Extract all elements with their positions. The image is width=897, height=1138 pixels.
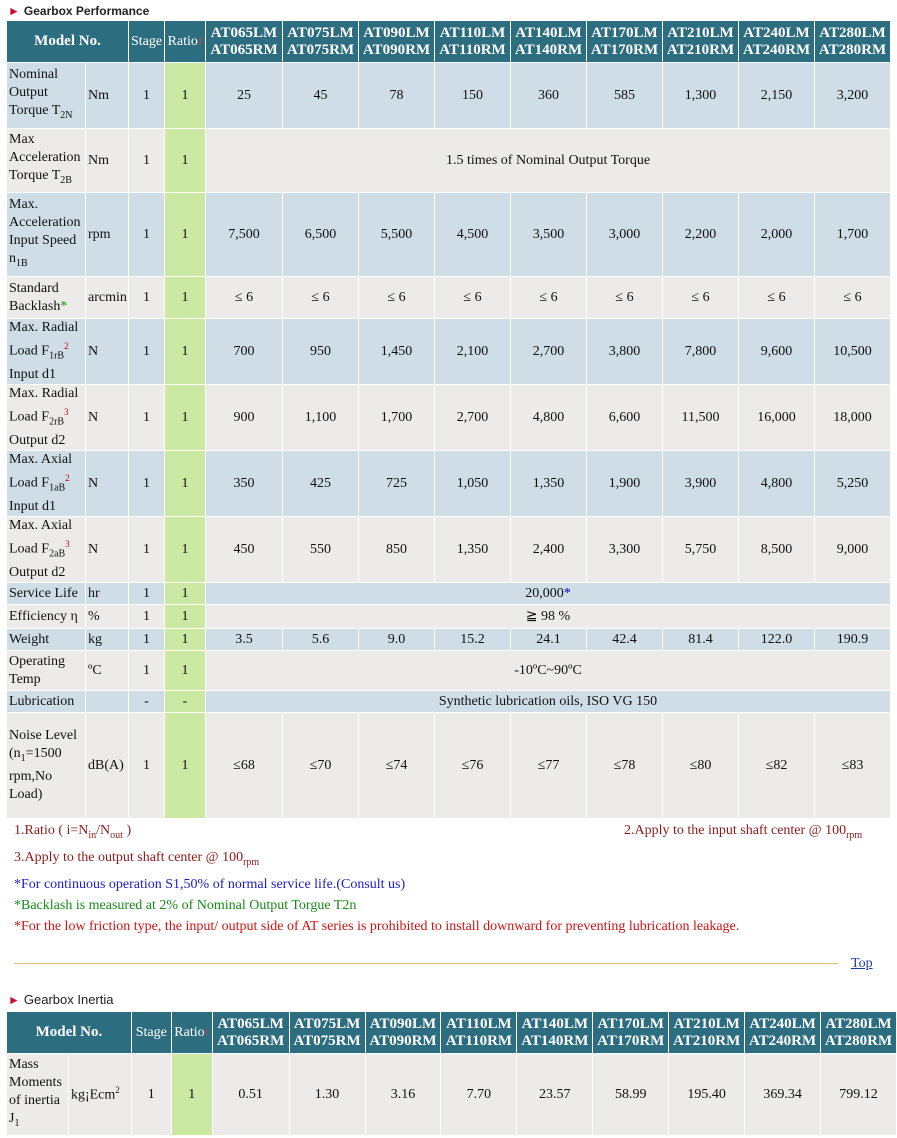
spec-row — [7, 319, 891, 385]
row-unit: N — [86, 451, 129, 517]
row-value: 5,750 — [663, 517, 739, 583]
row-ratio: 1 — [165, 63, 206, 129]
row-value: ≤ 6 — [283, 277, 359, 319]
row-value: 2,000 — [739, 193, 815, 277]
row-stage: 1 — [129, 517, 165, 583]
header-model: AT065LM AT065RM — [212, 1012, 289, 1054]
row-value: 2,100 — [435, 319, 511, 385]
row-value: 350 — [206, 451, 283, 517]
row-unit: N — [86, 319, 129, 385]
row-value: 150 — [435, 63, 511, 129]
header-model: AT140LM AT140RM — [511, 21, 587, 63]
row-value: 9,600 — [739, 319, 815, 385]
row-unit: kg — [86, 629, 129, 651]
spec-row — [7, 451, 891, 517]
row-name: Max. Radial Load $F_{1rB}^2$ Input d1 — [7, 319, 86, 385]
row-value: 3.16 — [365, 1054, 441, 1136]
header-model: AT110LM AT110RM — [441, 1012, 517, 1054]
row-value: 700 — [206, 319, 283, 385]
header-ratio: Ratio$^1$ — [171, 1012, 212, 1054]
row-value: 5,500 — [359, 193, 435, 277]
note-2: 2.Apply to the input shaft center @ $100_{rpm}$ — [624, 823, 863, 841]
row-stage: 1 — [129, 583, 165, 605]
row-value: 7.70 — [441, 1054, 517, 1136]
row-value: 6,600 — [587, 385, 663, 451]
header-model: AT090LM AT090RM — [365, 1012, 441, 1054]
header-model: AT210LM AT210RM — [663, 21, 739, 63]
row-name: Max Acceleration Torque $T_{2B}$ — [7, 129, 86, 193]
spec-row — [7, 583, 891, 605]
section-title-performance: ► Gearbox Performance — [8, 4, 150, 18]
inertia-header-row — [7, 1012, 897, 1054]
row-value: 1,350 — [435, 517, 511, 583]
row-value: 78 — [359, 63, 435, 129]
inertia-row — [7, 1054, 897, 1136]
row-stage: 1 — [129, 651, 165, 691]
header-stage: Stage — [129, 21, 165, 63]
row-ratio: 1 — [165, 451, 206, 517]
row-value: 1,900 — [587, 451, 663, 517]
row-stage: 1 — [129, 451, 165, 517]
row-value: 3.5 — [206, 629, 283, 651]
row-name: Max. Acceleration Input Speed $n_{1B}$ — [7, 193, 86, 277]
row-value: 1,300 — [663, 63, 739, 129]
row-value: ≤ 6 — [206, 277, 283, 319]
row-name: Standard Backlash* — [7, 277, 86, 319]
row-unit — [86, 691, 129, 713]
row-stage: 1 — [129, 319, 165, 385]
row-value: 58.99 — [593, 1054, 669, 1136]
row-value: ≤78 — [587, 713, 663, 819]
row-value: ≤77 — [511, 713, 587, 819]
header-model: AT170LM AT170RM — [593, 1012, 669, 1054]
header-model: AT140LM AT140RM — [517, 1012, 593, 1054]
spec-row — [7, 63, 891, 129]
header-model: AT065LM AT065RM — [206, 21, 283, 63]
row-value: 1,700 — [359, 385, 435, 451]
row-ratio: 1 — [165, 605, 206, 629]
row-stage: 1 — [129, 629, 165, 651]
row-value: ≤80 — [663, 713, 739, 819]
row-unit: arcmin — [86, 277, 129, 319]
row-name: Operating Temp — [7, 651, 86, 691]
header-model: AT090LM AT090RM — [359, 21, 435, 63]
row-span-value: Synthetic lubrication oils, ISO VG 150 — [206, 691, 891, 713]
note-backlash: *Backlash is measured at 2% of Nominal Output Torgue T2n — [14, 898, 357, 913]
row-value: 4,500 — [435, 193, 511, 277]
row-value: ≤ 6 — [663, 277, 739, 319]
header-model: AT075LM AT075RM — [289, 1012, 365, 1054]
row-ratio: 1 — [165, 193, 206, 277]
row-value: ≤ 6 — [815, 277, 891, 319]
header-model: AT240LM AT240RM — [745, 1012, 821, 1054]
spec-row — [7, 605, 891, 629]
row-name: Lubrication — [7, 691, 86, 713]
header-model: AT075LM AT075RM — [283, 21, 359, 63]
row-value: 725 — [359, 451, 435, 517]
row-value: 195.40 — [669, 1054, 745, 1136]
spec-row — [7, 651, 891, 691]
top-link[interactable]: Top — [851, 956, 873, 971]
row-value: ≤70 — [283, 713, 359, 819]
note-service-life: *For continuous operation S1,50% of normal service life.(Consult us) — [14, 877, 406, 892]
row-stage: 1 — [129, 277, 165, 319]
row-ratio: 1 — [171, 1054, 212, 1136]
header-model: AT280LM AT280RM — [815, 21, 891, 63]
row-value: ≤ 6 — [511, 277, 587, 319]
row-value: 1,450 — [359, 319, 435, 385]
row-stage: 1 — [131, 1054, 171, 1136]
row-value: 3,200 — [815, 63, 891, 129]
row-name: Mass Moments of inertia $J_1$ — [7, 1054, 69, 1136]
performance-table — [6, 20, 891, 819]
row-value: 425 — [283, 451, 359, 517]
row-ratio: - — [165, 691, 206, 713]
row-unit: kg¡Ecm$^2$ — [68, 1054, 131, 1136]
row-value: ≤ 6 — [587, 277, 663, 319]
row-name: Max. Axial Load $F_{1aB}^2$ Input d1 — [7, 451, 86, 517]
row-value: 900 — [206, 385, 283, 451]
header-stage: Stage — [131, 1012, 171, 1054]
header-ratio: Ratio$^1$ — [165, 21, 206, 63]
row-stage: 1 — [129, 63, 165, 129]
row-value: 7,800 — [663, 319, 739, 385]
row-value: 585 — [587, 63, 663, 129]
row-value: ≤ 6 — [359, 277, 435, 319]
row-unit: Nm — [86, 63, 129, 129]
spec-row — [7, 385, 891, 451]
spec-row — [7, 517, 891, 583]
row-value: 2,200 — [663, 193, 739, 277]
row-value: 2,700 — [511, 319, 587, 385]
row-unit: dB(A) — [86, 713, 129, 819]
row-value: 0.51 — [212, 1054, 289, 1136]
row-ratio: 1 — [165, 129, 206, 193]
row-value: 10,500 — [815, 319, 891, 385]
row-value: ≤ 6 — [435, 277, 511, 319]
row-value: 3,000 — [587, 193, 663, 277]
row-value: 2,400 — [511, 517, 587, 583]
arrow-icon: ► — [8, 993, 20, 1007]
row-name: Efficiency η — [7, 605, 86, 629]
row-value: 5,250 — [815, 451, 891, 517]
row-unit: rpm — [86, 193, 129, 277]
row-value: 25 — [206, 63, 283, 129]
spec-row — [7, 129, 891, 193]
divider — [14, 963, 838, 964]
row-value: 1,350 — [511, 451, 587, 517]
row-stage: 1 — [129, 385, 165, 451]
row-value: 81.4 — [663, 629, 739, 651]
row-value: 2,700 — [435, 385, 511, 451]
row-ratio: 1 — [165, 517, 206, 583]
row-value: 24.1 — [511, 629, 587, 651]
row-value: 450 — [206, 517, 283, 583]
row-stage: 1 — [129, 605, 165, 629]
row-value: 850 — [359, 517, 435, 583]
row-value: 4,800 — [511, 385, 587, 451]
row-ratio: 1 — [165, 277, 206, 319]
row-value: 3,900 — [663, 451, 739, 517]
row-unit: % — [86, 605, 129, 629]
row-value: 16,000 — [739, 385, 815, 451]
row-value: 360 — [511, 63, 587, 129]
row-ratio: 1 — [165, 319, 206, 385]
row-unit: N — [86, 517, 129, 583]
row-value: 5.6 — [283, 629, 359, 651]
inertia-table — [6, 1011, 897, 1136]
row-value: 3,500 — [511, 193, 587, 277]
row-value: 9,000 — [815, 517, 891, 583]
row-value: 950 — [283, 319, 359, 385]
row-value: ≤68 — [206, 713, 283, 819]
row-name: Max. Axial Load $F_{2aB}^3$ Output d2 — [7, 517, 86, 583]
row-value: ≤76 — [435, 713, 511, 819]
row-ratio: 1 — [165, 385, 206, 451]
row-value: 1,100 — [283, 385, 359, 451]
header-row — [7, 21, 891, 63]
row-value: ≤83 — [815, 713, 891, 819]
row-value: 3,800 — [587, 319, 663, 385]
spec-row — [7, 277, 891, 319]
row-value: 4,800 — [739, 451, 815, 517]
row-value: 1,050 — [435, 451, 511, 517]
row-stage: 1 — [129, 129, 165, 193]
row-ratio: 1 — [165, 713, 206, 819]
row-value: ≤82 — [739, 713, 815, 819]
row-value: 42.4 — [587, 629, 663, 651]
row-value: 9.0 — [359, 629, 435, 651]
spec-row — [7, 629, 891, 651]
row-value: ≤74 — [359, 713, 435, 819]
row-value: 7,500 — [206, 193, 283, 277]
row-value: 1,700 — [815, 193, 891, 277]
row-unit: ºC — [86, 651, 129, 691]
row-value: 8,500 — [739, 517, 815, 583]
row-value: 23.57 — [517, 1054, 593, 1136]
row-value: 45 — [283, 63, 359, 129]
row-ratio: 1 — [165, 651, 206, 691]
header-model-no: Model No. — [7, 1012, 132, 1054]
note-low-friction: *For the low friction type, the input/ output side of AT series is prohibited to install downward for preventing lubrication leakage. — [14, 919, 740, 934]
row-unit: Nm — [86, 129, 129, 193]
row-value: 369.34 — [745, 1054, 821, 1136]
row-value: 799.12 — [821, 1054, 897, 1136]
row-value: ≤ 6 — [739, 277, 815, 319]
row-value: 15.2 — [435, 629, 511, 651]
arrow-icon: ► — [8, 4, 20, 18]
row-value: 1.30 — [289, 1054, 365, 1136]
row-stage: 1 — [129, 713, 165, 819]
row-value: 11,500 — [663, 385, 739, 451]
row-value: 18,000 — [815, 385, 891, 451]
note-1: 1.Ratio ( $i=N_{in}/N_{out}$ ) — [14, 823, 132, 841]
row-name: Noise Level ($n_1=1500$ rpm,No Load) — [7, 713, 86, 819]
row-span-value: 20,000* — [206, 583, 891, 605]
row-value: 3,300 — [587, 517, 663, 583]
header-model: AT110LM AT110RM — [435, 21, 511, 63]
row-unit: hr — [86, 583, 129, 605]
spec-row — [7, 713, 891, 819]
spec-row — [7, 193, 891, 277]
header-model: AT280LM AT280RM — [821, 1012, 897, 1054]
row-span-value: 1.5 times of Nominal Output Torque — [206, 129, 891, 193]
row-ratio: 1 — [165, 629, 206, 651]
row-unit: N — [86, 385, 129, 451]
row-value: 190.9 — [815, 629, 891, 651]
row-name: Weight — [7, 629, 86, 651]
row-stage: 1 — [129, 193, 165, 277]
row-span-value: ≧ 98 % — [206, 605, 891, 629]
row-value: 122.0 — [739, 629, 815, 651]
header-model: AT240LM AT240RM — [739, 21, 815, 63]
spec-row — [7, 691, 891, 713]
note-3: 3.Apply to the output shaft center @ $100_{rpm}$ — [14, 850, 260, 868]
row-value: 6,500 — [283, 193, 359, 277]
row-name: Nominal Output Torque $T_{2N}$ — [7, 63, 86, 129]
row-name: Max. Radial Load $F_{2rB}^3$ Output d2 — [7, 385, 86, 451]
row-ratio: 1 — [165, 583, 206, 605]
section-title-inertia: ► Gearbox Inertia — [8, 992, 114, 1007]
row-value: 550 — [283, 517, 359, 583]
row-span-value: -10ºC~90ºC — [206, 651, 891, 691]
row-name: Service Life — [7, 583, 86, 605]
header-model-no: Model No. — [7, 21, 129, 63]
header-model: AT210LM AT210RM — [669, 1012, 745, 1054]
header-model: AT170LM AT170RM — [587, 21, 663, 63]
row-value: 2,150 — [739, 63, 815, 129]
row-stage: - — [129, 691, 165, 713]
